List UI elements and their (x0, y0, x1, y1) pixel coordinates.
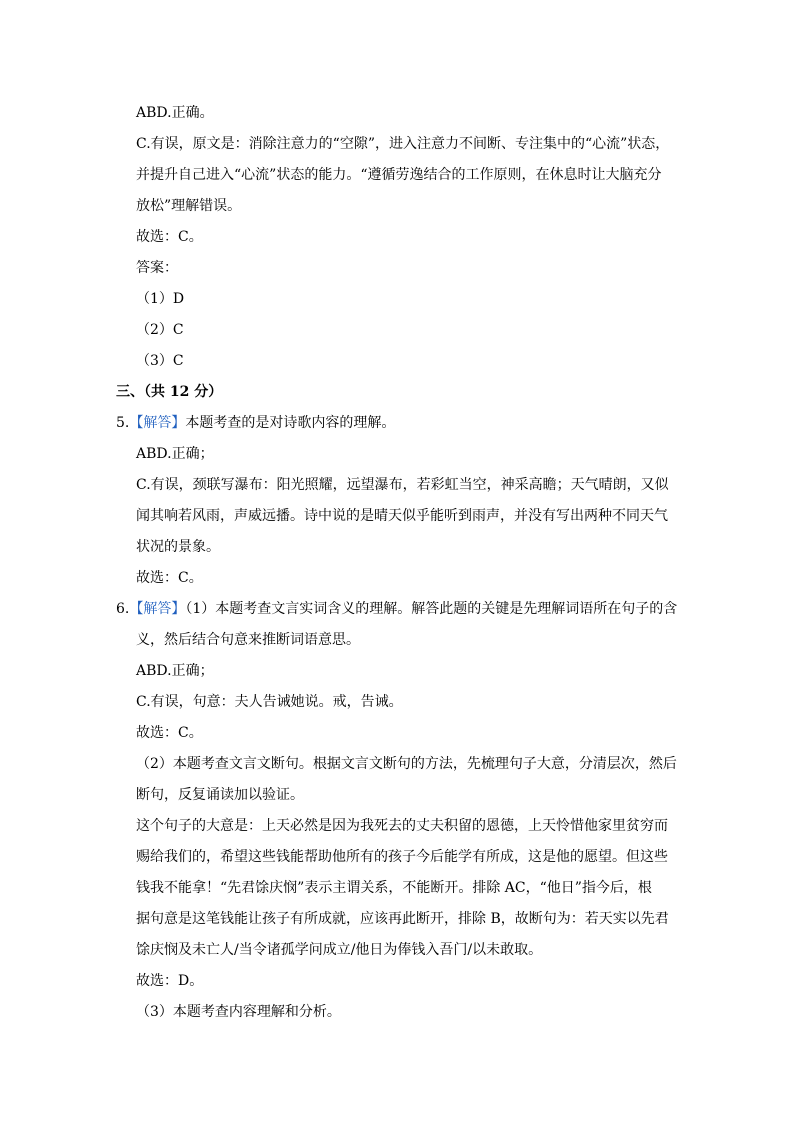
text-line: （2）本题考查文言文断句。根据文言文断句的方法，先梳理句子大意，分清层次，然后 (136, 756, 677, 772)
answer-tag: 【解答】 (129, 601, 186, 617)
text-line: 这个句子的大意是：上天必然是因为我死去的丈夫积留的恩德，上天怜惜他家里贫穷而 (136, 818, 668, 834)
text-line: 故选：C。 (136, 570, 203, 586)
text-line: 故选：C。 (136, 725, 203, 741)
section-heading: 三、（共 12 分） (116, 384, 223, 400)
question-text: 本题考查的是对诗歌内容的理解。 (185, 415, 396, 431)
answer-heading: 答案： (136, 260, 178, 276)
text-line: 义，然后结合句意来推断词语意思。 (136, 632, 360, 648)
text-line: C.有误，句意：夫人告诫她说。戒，告诫。 (136, 694, 403, 710)
question-6-line (116, 599, 677, 619)
text-line: （3）本题考查内容理解和分析。 (136, 1004, 341, 1020)
answer-tag: 【解答】 (129, 415, 186, 431)
text-line: 钱我不能拿！“先君馀庆悯”表示主谓关系，不能断开。排除 AC，“他日”指今后，根 (136, 880, 652, 896)
text-line: 状况的景象。 (136, 539, 220, 555)
question-number: 5. (116, 415, 130, 431)
text-line: 放松”理解错误。 (136, 198, 242, 214)
answer-item: （1）D (136, 291, 185, 307)
question-number: 6. (116, 601, 130, 617)
text-line: ABD.正确； (136, 446, 214, 462)
text-line: 断句，反复诵读加以验证。 (136, 787, 304, 803)
text-line: 馀庆悯及未亡人/当令诸孤学问成立/他日为俸钱入吾门/以未敢取。 (136, 942, 543, 958)
text-line: C.有误，颈联写瀑布：阳光照耀，远望瀑布，若彩虹当空，神采高瞻；天气晴朗，又似 (136, 477, 669, 493)
text-line: 闻其响若风雨，声威远播。诗中说的是晴天似乎能听到雨声，并没有写出两种不同天气 (136, 508, 668, 524)
text-line: 赐给我们的，希望这些钱能帮助他所有的孩子今后能学有所成，这是他的愿望。但这些 (136, 849, 668, 865)
text-line: C.有误，原文是：消除注意力的“空隙”，进入注意力不间断、专注集中的“心流”状态， (136, 136, 670, 152)
text-line: 故选：D。 (136, 973, 204, 989)
text-line: ABD.正确。 (136, 105, 214, 121)
question-5-line (116, 413, 395, 433)
text-line: 并提升自己进入“心流”状态的能力。“遵循劳逸结合的工作原则，在休息时让大脑充分 (136, 167, 662, 183)
question-text: （1）本题考查文言实词含义的理解。解答此题的关键是先理解词语所在句子的含 (185, 601, 678, 617)
answer-item: （3）C (136, 353, 184, 369)
text-line: ABD.正确； (136, 663, 214, 679)
text-line: 据句意是这笔钱能让孩子有所成就，应该再此断开，排除 B，故断句为：若天实以先君 (136, 911, 669, 927)
answer-item: （2）C (136, 322, 184, 338)
text-line: 故选：C。 (136, 229, 203, 245)
